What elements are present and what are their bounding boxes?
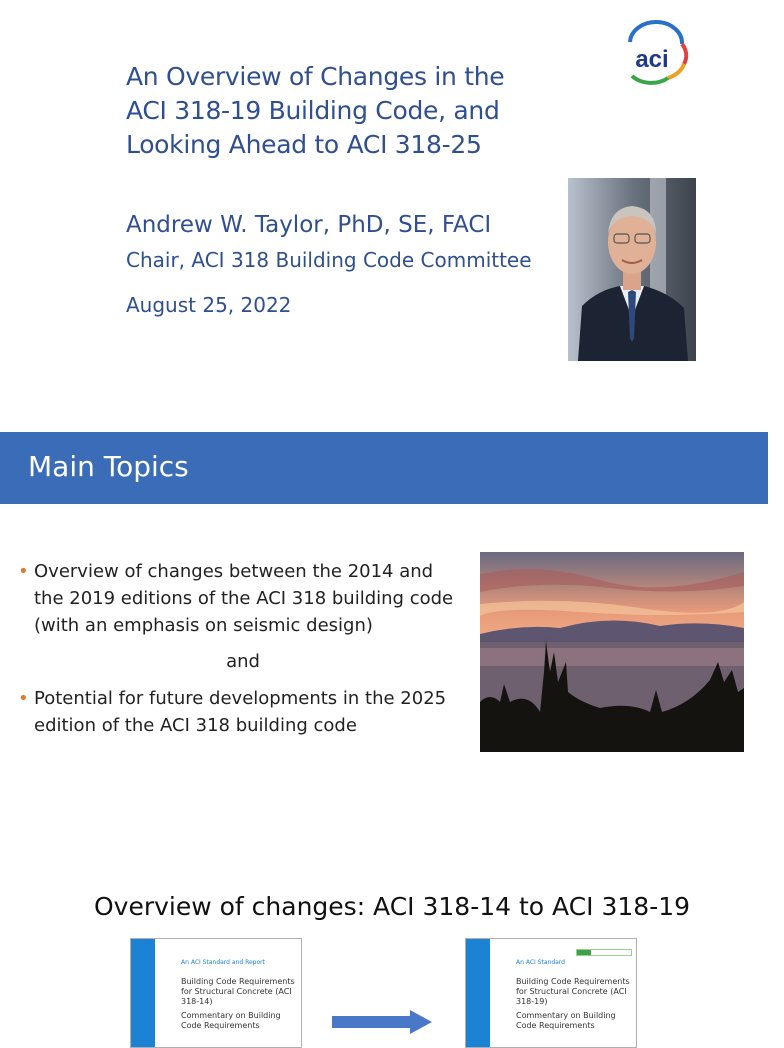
aci-318-14-cover [130, 938, 302, 1048]
presenter-name: Andrew W. Taylor, PhD, SE, FACI [126, 212, 492, 238]
cover-title: Building Code Requirements for Structural Concrete (ACI 318-14) [181, 977, 295, 1006]
cover-kicker: An ACI Standard [516, 959, 565, 966]
slide-heading: Main Topics [28, 450, 189, 483]
cover-badge [576, 949, 632, 956]
aci-logo-icon [610, 34, 694, 84]
slide-heading: Overview of changes: ACI 318-14 to ACI 318-19 [93, 892, 691, 921]
presenter-portrait [568, 178, 696, 361]
topic-list [18, 558, 468, 739]
logo-text: aci [635, 46, 669, 73]
presentation-date: August 25, 2022 [126, 293, 292, 317]
title-line-2: ACI 318-19 Building Code, and [126, 96, 500, 125]
arrow-right-icon [332, 1010, 432, 1034]
presenter-role: Chair, ACI 318 Building Code Committee [126, 248, 532, 272]
sunset-photo [480, 552, 744, 752]
aci-318-19-cover [465, 938, 637, 1048]
cover-kicker: An ACI Standard and Report [181, 959, 265, 966]
overview-changes-slide [0, 810, 768, 1030]
bullet-item: • Potential for future developments in the 2025 edition of the ACI 318 building code [18, 685, 468, 739]
main-topics-slide [0, 378, 768, 810]
bullet-item: • Overview of changes between the 2014 and the 2019 editions of the ACI 318 building code (with an emphasis on seismic design) [18, 558, 468, 639]
cover-stripe [466, 939, 490, 1047]
cover-subtitle: Commentary on Building Code Requirements [181, 1011, 281, 1030]
cover-subtitle: Commentary on Building Code Requirements [516, 1011, 616, 1030]
topic-title-bar [0, 432, 768, 504]
title-slide [0, 0, 768, 378]
presentation-title [126, 60, 546, 162]
title-line-1: An Overview of Changes in the [126, 62, 505, 91]
cover-stripe [131, 939, 155, 1047]
connector-text: and [226, 651, 260, 672]
cover-title: Building Code Requirements for Structural Concrete (ACI 318-19) [516, 977, 630, 1006]
title-line-3: Looking Ahead to ACI 318-25 [126, 130, 482, 159]
